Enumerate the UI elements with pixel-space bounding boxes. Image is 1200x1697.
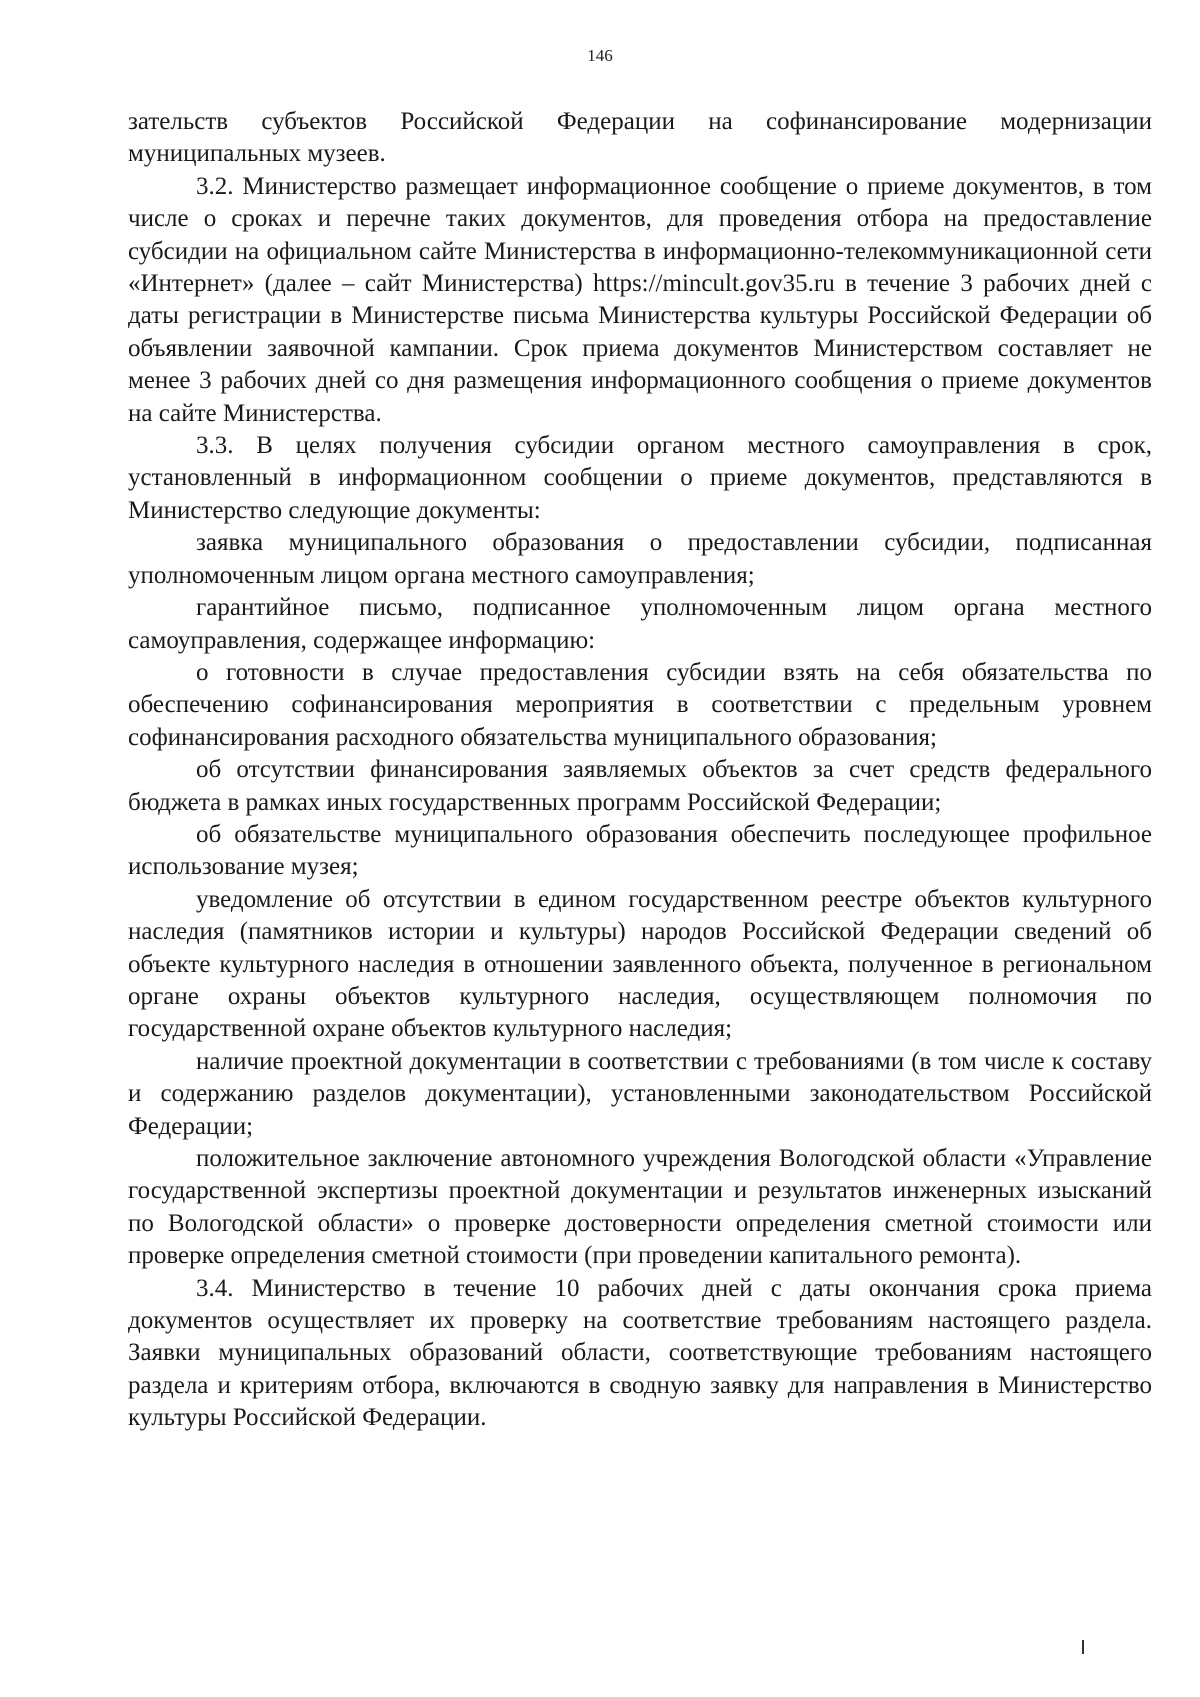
- paragraph-notification: уведомление об отсутствии в едином государственном реестре объектов культурного наследия (памятников истории и культуры) народов Российской Федерации сведений об объекте культурного наследия в отношении заявленного объекта, полученное в региональном органе охраны объектов культурного наследия, осуществляющем полномочия по государственной охране объектов культурного наследия;: [128, 885, 1152, 1043]
- document-body: [128, 106, 1152, 1435]
- paragraph-expert-conclusion: положительное заключение автономного учреждения Вологодской области «Управление государственной экспертизы проектной документации и результатов инженерных изысканий по Вологодской области» о проверке достоверности определения сметной стоимости или проверке определения сметной стоимости (при проведении капитального ремонта).: [128, 1145, 1152, 1270]
- paragraph-3-4: 3.4. Министерство в течение 10 рабочих дней с даты окончания срока приема документов осуществляет их проверку на соответствие требованиям настоящего раздела. Заявки муниципальных образований области, соответствующие требованиям настоящего раздела и критериям отбора, включаются в сводную заявку для направления в Министерство культуры Российской Федерации.: [128, 1274, 1152, 1432]
- paragraph-guarantee-letter: гарантийное письмо, подписанное уполномоченным лицом органа местного самоуправления, содержащее информацию:: [128, 594, 1152, 654]
- paragraph-project-docs: наличие проектной документации в соответствии с требованиями (в том числе к составу и содержанию разделов документации), установленными законодательством Российской Федерации;: [128, 1047, 1152, 1140]
- page-number: 146: [587, 46, 613, 65]
- paragraph-obligation: об обязательстве муниципального образования обеспечить последующее профильное использование музея;: [128, 820, 1152, 881]
- paragraph-application: заявка муниципального образования о предоставлении субсидии, подписанная уполномоченным лицом органа местного самоуправления;: [128, 529, 1152, 589]
- scan-mark: [1082, 1640, 1084, 1654]
- paragraph-no-financing: об отсутствии финансирования заявляемых объектов за счет средств федерального бюджета в рамках иных государственных программ Российской Федерации;: [128, 756, 1152, 816]
- paragraph-3-2: 3.2. Министерство размещает информационное сообщение о приеме документов, в том числе о сроках и перечне таких документов, для проведения отбора на предоставление субсидии на официальном сайте Министерства в информационно-телекоммуникационной сети «Интернет» (далее – сайт Министерства) https://mincult.gov35.ru в течение 3 рабочих дней с даты регистрации в Министерстве письма Министерства культуры Российской Федерации об объявлении заявочной кампании. Срок приема документов Министерством составляет не менее 3 рабочих дней со дня размещения информационного сообщения о приеме документов на сайте Министерства.: [128, 172, 1152, 427]
- paragraph-readiness: о готовности в случае предоставления субсидии взять на себя обязательства по обеспечению софинансирования мероприятия в соответствии с предельным уровнем софинансирования расходного обязательства муниципального образования;: [128, 658, 1152, 751]
- paragraph-3-3: 3.3. В целях получения субсидии органом местного самоуправления в срок, установленный в информационном сообщении о приеме документов, представляются в Министерство следующие документы:: [128, 432, 1152, 524]
- paragraph-continuation: зательств субъектов Российской Федерации на софинансирование модернизации муниципальных музеев.: [128, 108, 1152, 168]
